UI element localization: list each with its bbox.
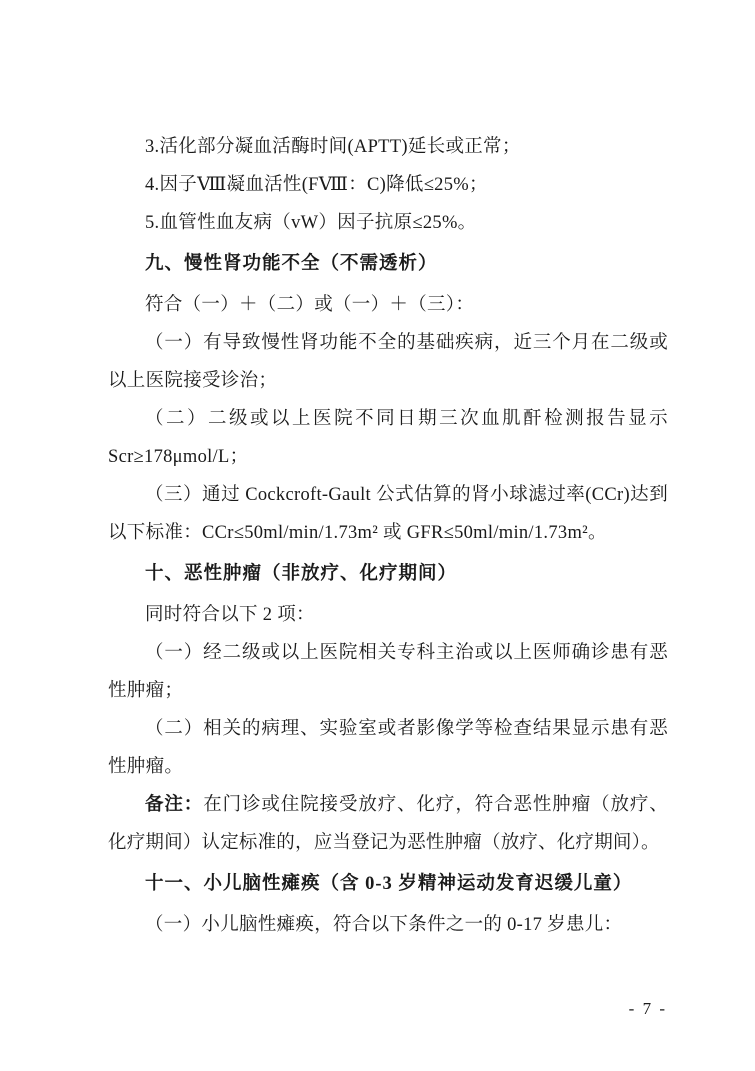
section-9-item-2: （二）二级或以上医院不同日期三次血肌酐检测报告显示Scr≥178μmol/L； xyxy=(108,409,668,467)
section-11-heading: 十一、小儿脑性瘫痪（含 0-3 岁精神运动发育迟缓儿童） xyxy=(145,874,633,894)
item-3-aptt: 3.活化部分凝血活酶时间(APTT)延长或正常； xyxy=(145,137,521,157)
document-body xyxy=(108,128,668,944)
section-9-item-1: （一）有导致慢性肾功能不全的基础疾病，近三个月在二级或以上医院接受诊治； xyxy=(108,333,668,391)
section-10-heading: 十、恶性肿瘤（非放疗、化疗期间） xyxy=(145,564,458,584)
item-4-factor8: 4.因子Ⅷ凝血活性(FⅧ：C)降低≤25%； xyxy=(145,175,488,195)
section-9-item-3: （三）通过 Cockcroft-Gault 公式估算的肾小球滤过率(CCr)达到以下标准：CCr≤50ml/min/1.73m² 或 GFR≤50ml/min/1.73m²。 xyxy=(108,485,668,543)
page-number: - 7 - xyxy=(628,999,667,1018)
section-10-note-label: 备注： xyxy=(145,795,204,815)
item-5-vwf: 5.血管性血友病（vW）因子抗原≤25%。 xyxy=(145,213,477,233)
section-11-item-1: （一）小儿脑性瘫痪，符合以下条件之一的 0-17 岁患儿： xyxy=(145,915,623,935)
section-9-heading: 九、慢性肾功能不全（不需透析） xyxy=(145,254,438,274)
section-10-note xyxy=(108,786,668,862)
section-10-note-text: 在门诊或住院接受放疗、化疗，符合恶性肿瘤（放疗、化疗期间）认定标准的，应当登记为恶性肿瘤（放疗、化疗期间）。 xyxy=(108,795,668,853)
section-10-criteria: 同时符合以下 2 项： xyxy=(145,605,315,625)
section-9-criteria: 符合（一）＋（二）或（一）＋（三）： xyxy=(145,295,475,315)
section-10-item-2: （二）相关的病理、实验室或者影像学等检查结果显示患有恶性肿瘤。 xyxy=(108,719,668,777)
section-10-item-1: （一）经二级或以上医院相关专科主治或以上医师确诊患有恶性肿瘤； xyxy=(108,643,668,701)
